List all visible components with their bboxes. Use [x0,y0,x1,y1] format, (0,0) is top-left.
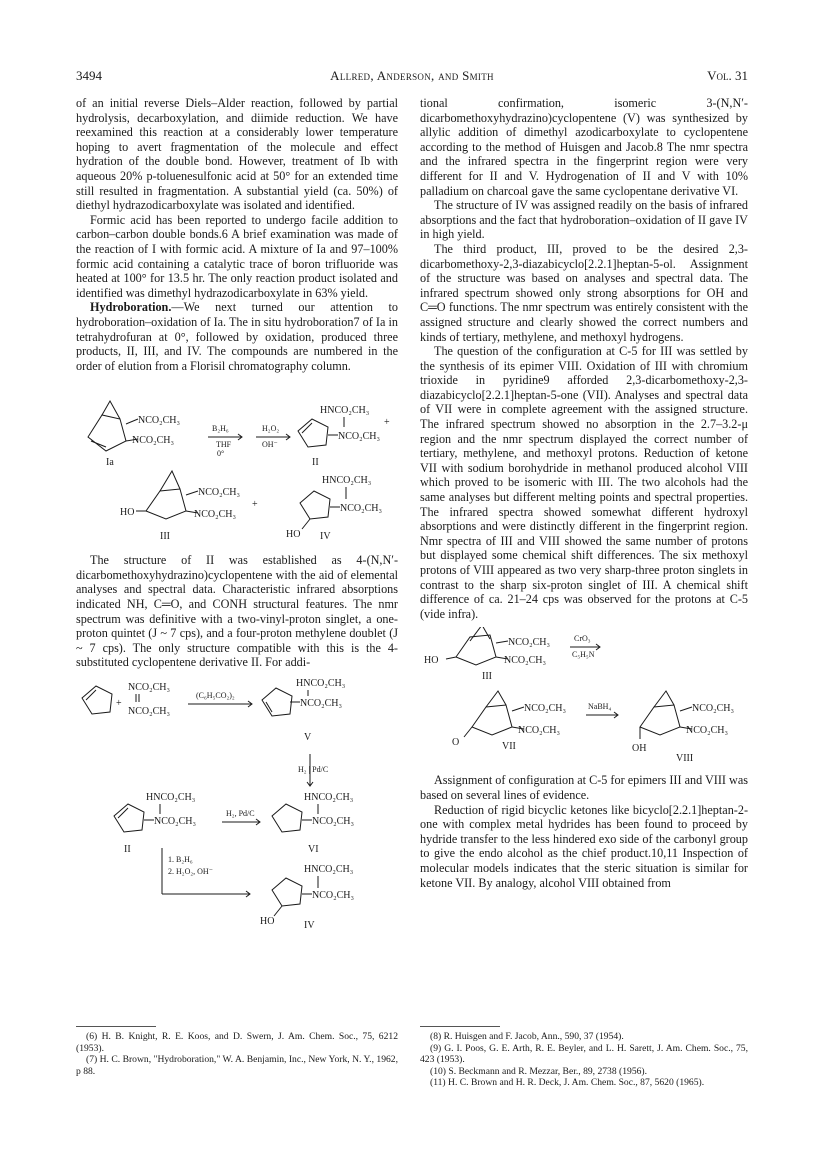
paragraph: Assignment of configuration at C-5 for epimers III and VIII was based on several lines of evidence. [420,773,748,802]
running-header [76,68,748,86]
paragraph: The question of the configuration at C-5 for III was settled by the synthesis of its epimer VIII. Oxidation of III with chromium trioxide in pyridine9 afforded 2,3-dicarbomethoxy-2,3-diazabicyclo[2.2.1]heptan-5-one (VII). Analyses and spectral data of VII were in complete agreement with the assigned structure. The infrared spectrum showed no absorption in the 2.7–3.2-μ region and the nmr spectrum displayed the correct number of tertiary, methylene, and methoxyl protons. Reduction of ketone VII with sodium borohydride in methanol produced alcohol VIII which proved to be isomeric with III. The two alcohols had the same analyses but different melting points and spectral properties. The infrared spectra showed somewhat different hydroxyl absorptions and were distinctly different in the fingerprint region. Nmr spectra of III and VIII showed the same number of protons but displayed some chemical shift differences. The six methoxyl protons of VIII appeared as two very sharp-three proton singlets in contrast to the sharp six-proton singlet of III. A chemical shift difference of ca. 21–24 cps was observed for the protons at C-5 (vide infra). [420,344,748,621]
substituent-label: HO [286,529,301,541]
footnotes-left [76,1018,398,1077]
compound-label: IV [304,920,315,931]
substituent-label: NCO₂CH₃ [198,487,240,499]
substituent-label: NCO₂CH₃ [692,703,734,715]
reagent-label: CrO₃ [574,634,591,644]
reagent-label: C₅H₅N [572,650,595,660]
right-column [420,96,748,890]
reagent-label: 1. B₂H₆ [168,855,193,865]
substituent-label: O [452,737,460,749]
substituent-label: NCO₂CH₃ [508,637,550,649]
substituent-label: HNCO₂CH₃ [320,405,370,417]
paragraph: Reduction of rigid bicyclic ketones like bicyclo[2.2.1]heptan-2-one with complex metal hydrides has been found to proceed by hydride transfer to the less hindered exo side of the carbonyl group to give the endo alcohol as the chief product.10,11 Inspection of molecular models indicates that the steric situation is similar for ketone VII. By analogy, alcohol VIII obtained from [420,802,748,890]
substituent-label: NCO₂CH₃ [312,816,354,828]
substituent-label: HO [120,507,135,519]
paragraph: The structure of II was established as 4-(N,N′-dicarbomethoxyhydrazino)cyclopentene with the aid of elemental analyses and spectral data. Characteristic infrared absorptions indicated NH, C═O, and CONH structural features. The nmr spectrum was definitive with a two-vinyl-proton singlet, a one-proton quintet (J ~ 7 cps), and a four-proton methylene doublet (J ~ 7 cps). The only structure compatible with this is the 4-substituted cyclopentene derivative II. For addi- [76,553,398,670]
substituent-label: HNCO₂CH₃ [146,792,196,804]
footnote-rule [420,1026,500,1027]
left-column [76,96,398,936]
footnote: (8) R. Huisgen and F. Jacob, Ann., 590, 37 (1954). [430,1031,624,1042]
substituent-label: NCO₂CH₃ [686,725,728,737]
compound-label: V [304,732,312,744]
footnote: (7) H. C. Brown, "Hydroboration," W. A. Benjamin, Inc., New York, N. Y., 1962, p 88. [76,1054,398,1077]
reagent-label: B₂H₆ [212,424,229,434]
compound-label: IV [320,531,331,543]
reagent-label: NaBH₄ [588,702,612,712]
volume-label: Vol. 31 [707,68,748,83]
substituent-label: HNCO₂CH₃ [296,678,346,690]
compound-label: III [482,671,492,683]
compound-label: Ia [106,457,114,469]
footnotes-right [420,1018,748,1089]
substituent-label: NCO₂CH₃ [338,431,380,443]
substituent-label: NCO₂CH₃ [194,509,236,521]
substituent-label: NCO₂CH₃ [138,415,180,427]
compound-label: VII [502,741,516,753]
substituent-label: NCO₂CH₃ [300,698,342,710]
compound-label: II [312,457,319,469]
compound-label: III [160,531,170,543]
plus-sign: + [252,499,258,511]
scheme-3-drawing [420,627,748,767]
paragraph: tional confirmation, isomeric 3-(N,N′-dicarbomethoxyhydrazino)cyclopentene (V) was synthesized by allylic addition of dimethyl azodicarboxylate to cyclopentene according to the method of Huisgen and Jacob.8 The nmr spectra and the infrared spectra in the fingerprint region were very different for II and V. Hydrogenation of II and V with 10% palladium on charcoal gave the same cyclopentane derivative VI. [420,96,748,198]
substituent-label: NCO₂CH₃ [312,890,354,902]
reagent-label: H₂ | Pd/C [298,765,329,775]
plus-sign: + [116,698,122,710]
substituent-label: NCO₂CH₃ [154,816,196,828]
reagent-label: THF [216,440,232,450]
reagent-label: H₂O₂ [262,424,280,434]
substituent-label: NCO₂CH₃ [524,703,566,715]
substituent-label: HNCO₂CH₃ [304,792,354,804]
compound-label: II [124,844,131,856]
substituent-label: NCO₂CH₃ [518,725,560,737]
plus-sign: + [384,417,390,429]
paragraph: of an initial reverse Diels–Alder reaction, followed by partial hydrolysis, decarboxylation, and diimide reduction. We have reexamined this reaction at a considerably lower temperature hoping to avert fragmentation of the molecule and effect hydration of the double bond. However, treatment of Ib with aqueous 20% p-toluenesulfonic acid at 50° for an extended time still resulted in fragmentation. A substantial yield (ca. 50%) of diethyl hydrazodicarboxylate was isolated and identified. [76,96,398,213]
paragraph-text: —We next turned our attention to hydroboration–oxidation of Ia. The in situ hydroboration7 of Ia in tetrahydrofuran at 0°, followed by oxidation, produced three products, II, III, and IV. The compounds are numbered in the order of elution from a Florisil chromatography column. [76,300,398,373]
scheme-epimer-synthesis [420,627,748,767]
reagent-label: 0° [217,449,225,459]
scheme-2-drawing [76,676,398,930]
paragraph [76,300,398,373]
substituent-label: HNCO₂CH₃ [322,475,372,487]
reagent-label: OH⁻ [262,440,278,450]
footnote: (11) H. C. Brown and H. R. Deck, J. Am. Chem. Soc., 87, 5620 (1965). [430,1077,705,1088]
compound-label: VIII [676,753,694,765]
substituent-label: NCO₂CH₃ [128,706,170,718]
paragraph: The third product, III, proved to be the desired 2,3-dicarbomethoxy-2,3-diazabicyclo[2.2.1]heptan-5-ol. Assignment of the structure was based on analyses and spectral data. The infrared spectrum showed only strong absorptions for OH and C═O functions. The nmr spectrum was entirely consistent with the assigned structure and clearly showed the correct numbers and kinds of tertiary, methylene, and methoxyl hydrogens. [420,241,748,344]
page-number: 3494 [76,68,102,83]
section-heading: Hydroboration. [90,300,172,315]
paragraph: The structure of IV was assigned readily on the basis of infrared absorptions and the fact that hydroboration–oxidation of II gave IV in high yield. [420,198,748,242]
compound-label: VI [308,844,319,856]
scheme-1-drawing [76,379,398,547]
footnote: (10) S. Beckmann and R. Mezzar, Ber., 89, 2738 (1956). [430,1065,648,1077]
reagent-label: H₂, Pd/C [226,809,255,819]
substituent-label: NCO₂CH₃ [340,503,382,515]
footnote: (6) H. B. Knight, R. E. Koos, and D. Swern, J. Am. Chem. Soc., 75, 6212 (1953). [76,1031,398,1054]
reagent-label: 2. H₂O₂, OH⁻ [168,867,213,877]
substituent-label: NCO₂CH₃ [128,682,170,694]
running-title: Allred, Anderson, and Smith [330,68,494,83]
footnote-rule [76,1026,156,1027]
substituent-label: OH [632,743,647,755]
paragraph: Formic acid has been reported to undergo facile addition to carbon–carbon double bonds.6 A brief examination was made of the reaction of I with formic acid. A mixture of Ia and 97–100% formic acid containing a catalytic trace of boron trifluoride was heated at 100° for 13.5 hr. The only reaction product isolated and identified was dimethyl hydrazodicarboxylate in 63% yield. [76,212,398,300]
scheme-synthesis-v [76,676,398,930]
substituent-label: HO [260,916,275,928]
footnote: (9) G. I. Poos, G. E. Arth, R. E. Beyler, and L. H. Sarett, J. Am. Chem. Soc., 75, 423 (1953). [420,1042,748,1065]
substituent-label: NCO₂CH₃ [504,655,546,667]
reagent-label: (C₆H₅CO₂)₂ [196,691,235,701]
scheme-hydroboration [76,379,398,547]
substituent-label: HNCO₂CH₃ [304,864,354,876]
substituent-label: HO [424,655,439,667]
substituent-label: NCO₂CH₃ [132,435,174,447]
